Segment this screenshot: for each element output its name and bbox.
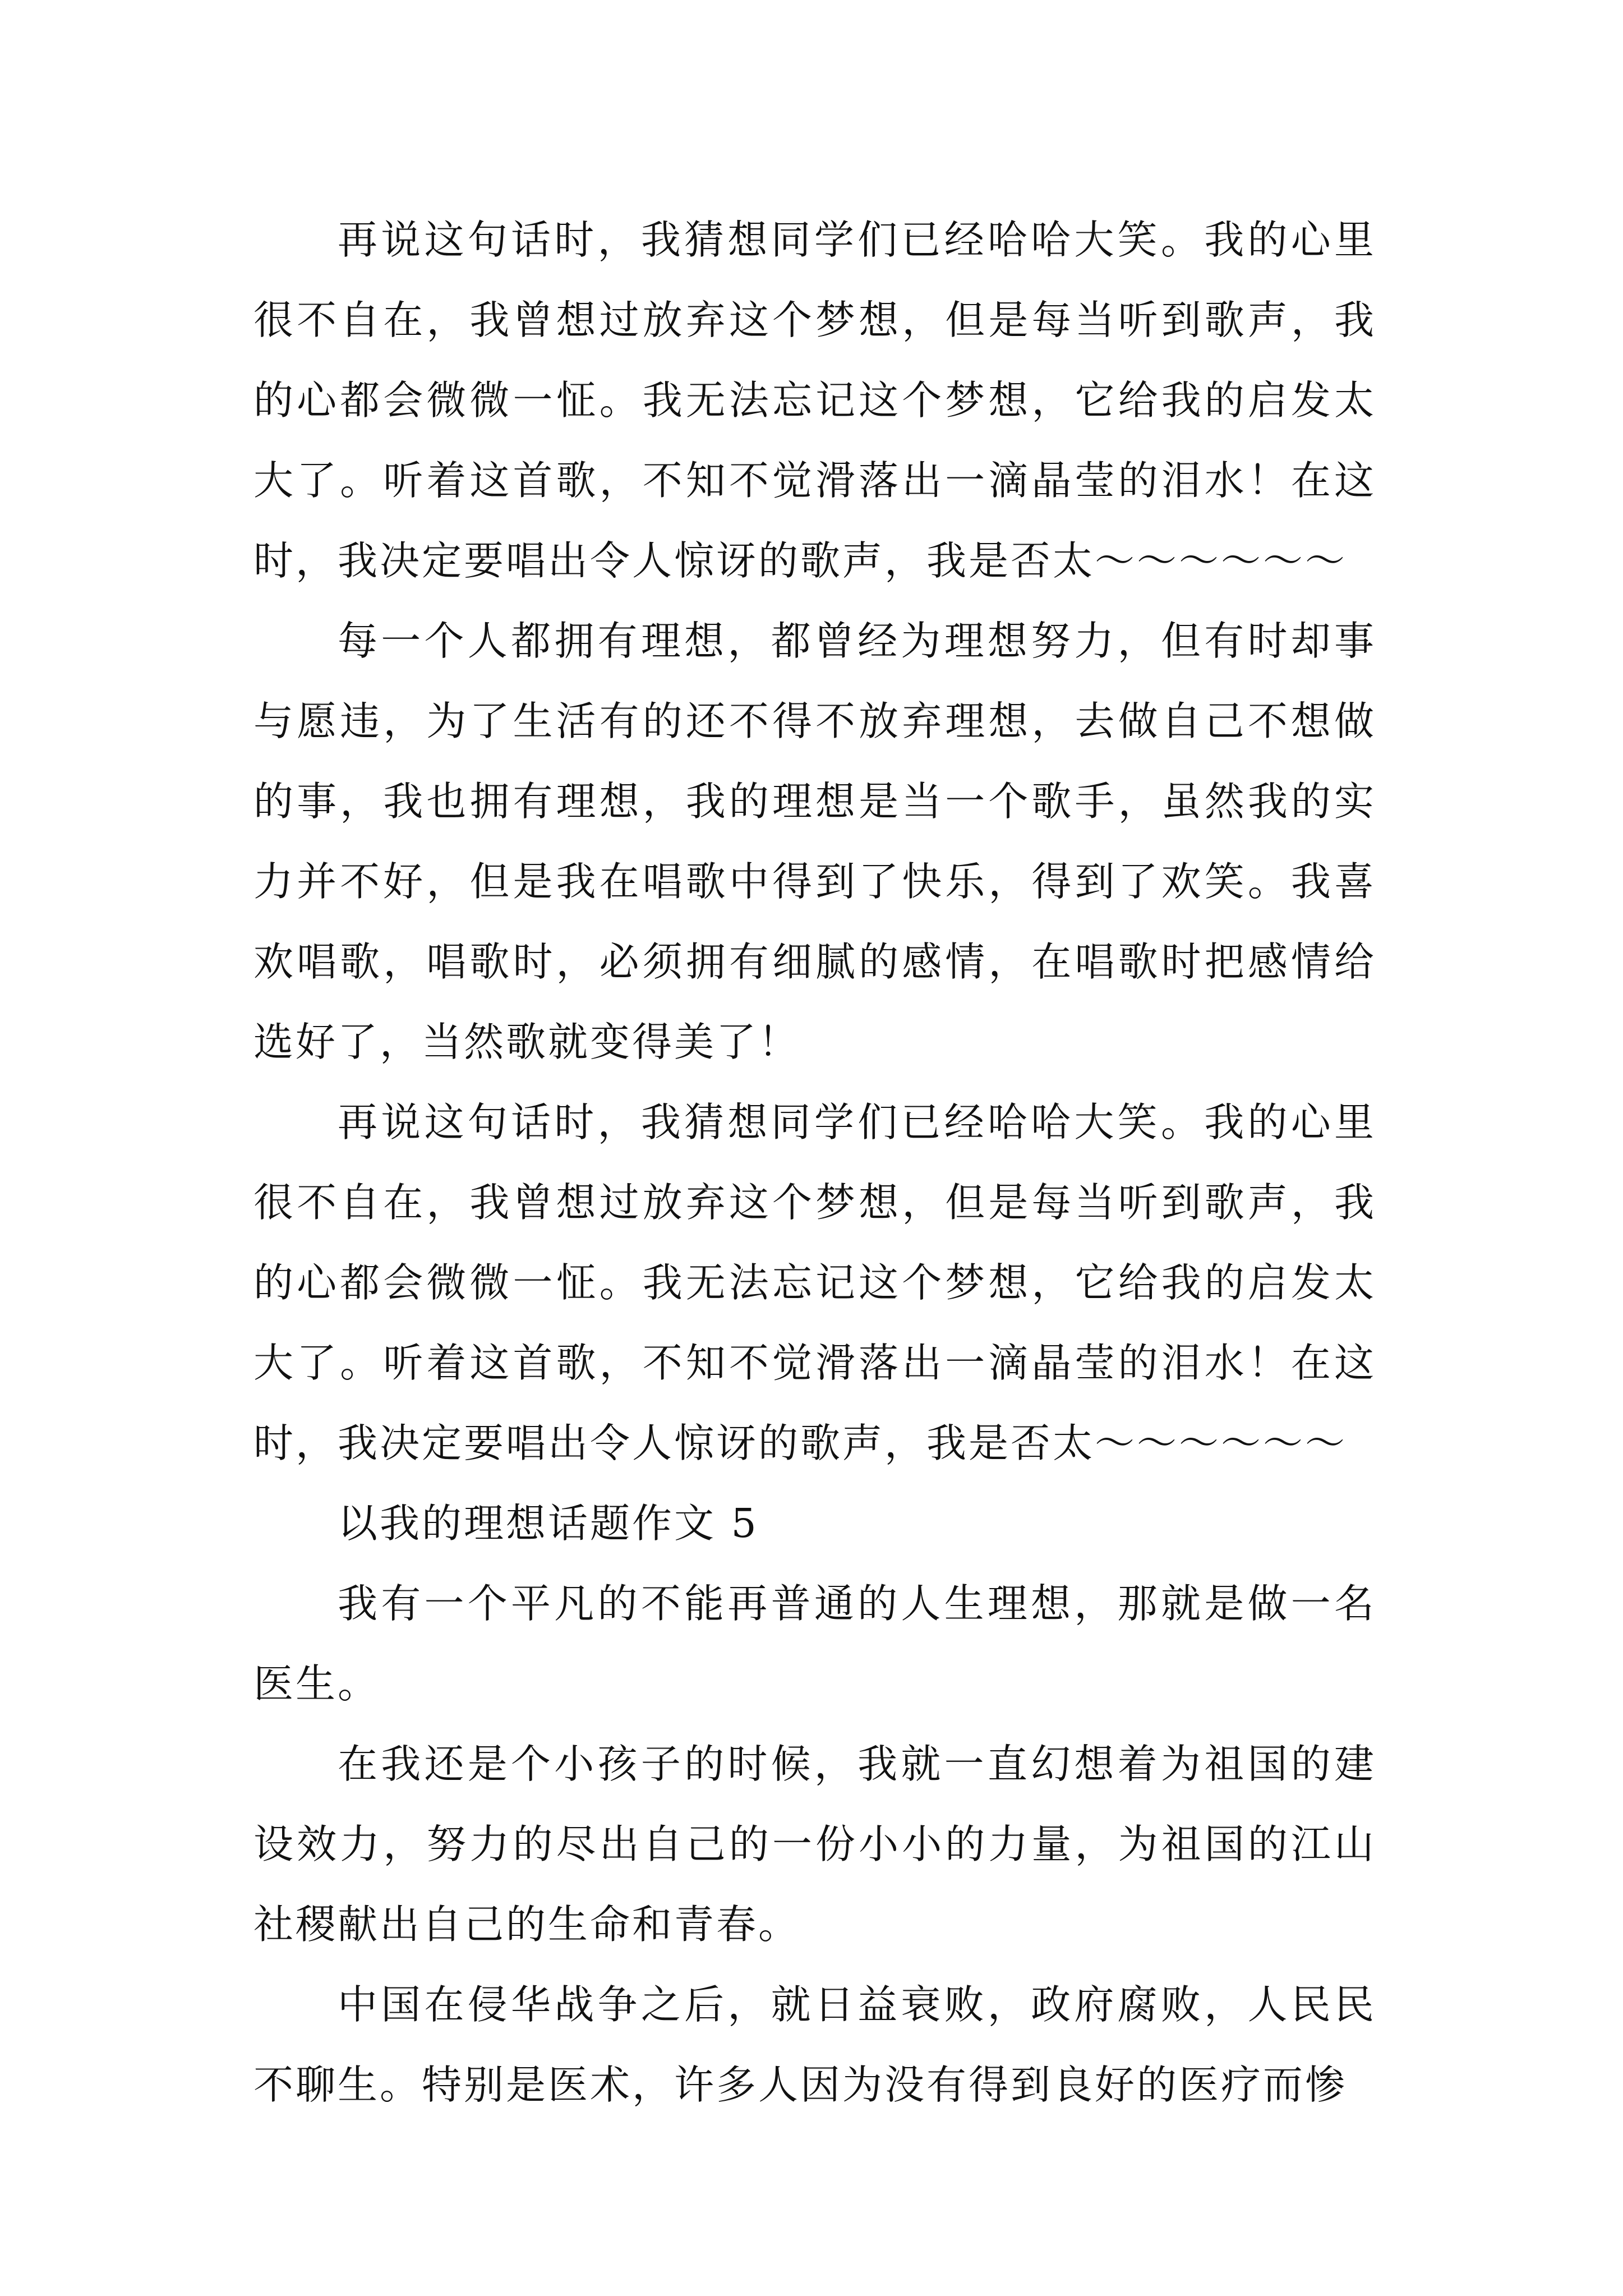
paragraph-1: 再说这句话时，我猜想同学们已经哈哈大笑。我的心里很不自在，我曾想过放弃这个梦想，但是每当听到歌声，我的心都会微微一怔。我无法忘记这个梦想，它给我的启发太大了。听着这首歌，不知不觉滑落出一滴晶莹的泪水！在这时，我决定要唱出令人惊讶的歌声，我是否太～～～～～～	[253, 217, 1376, 584]
essay-heading: 以我的理想话题作文 5	[338, 1500, 759, 1547]
document-body	[253, 200, 1376, 2125]
paragraph-4: 我有一个平凡的不能再普通的人生理想，那就是做一名医生。	[253, 1580, 1376, 1707]
paragraph-5: 在我还是个小孩子的时候，我就一直幻想着为祖国的建设效力，努力的尽出自己的一份小小的力量，为祖国的江山社稷献出自己的生命和青春。	[253, 1741, 1376, 1948]
paragraph-3: 再说这句话时，我猜想同学们已经哈哈大笑。我的心里很不自在，我曾想过放弃这个梦想，但是每当听到歌声，我的心都会微微一怔。我无法忘记这个梦想，它给我的启发太大了。听着这首歌，不知不觉滑落出一滴晶莹的泪水！在这时，我决定要唱出令人惊讶的歌声，我是否太～～～～～～	[253, 1099, 1376, 1466]
paragraph-6: 中国在侵华战争之后，就日益衰败，政府腐败，人民民不聊生。特别是医术，许多人因为没有得到良好的医疗而惨	[253, 1981, 1376, 2108]
paragraph-2: 每一个人都拥有理想，都曾经为理想努力，但有时却事与愿违，为了生活有的还不得不放弃理想，去做自己不想做的事，我也拥有理想，我的理想是当一个歌手，虽然我的实力并不好，但是我在唱歌中得到了快乐，得到了欢笑。我喜欢唱歌，唱歌时，必须拥有细腻的感情，在唱歌时把感情给选好了，当然歌就变得美了！	[253, 618, 1376, 1065]
